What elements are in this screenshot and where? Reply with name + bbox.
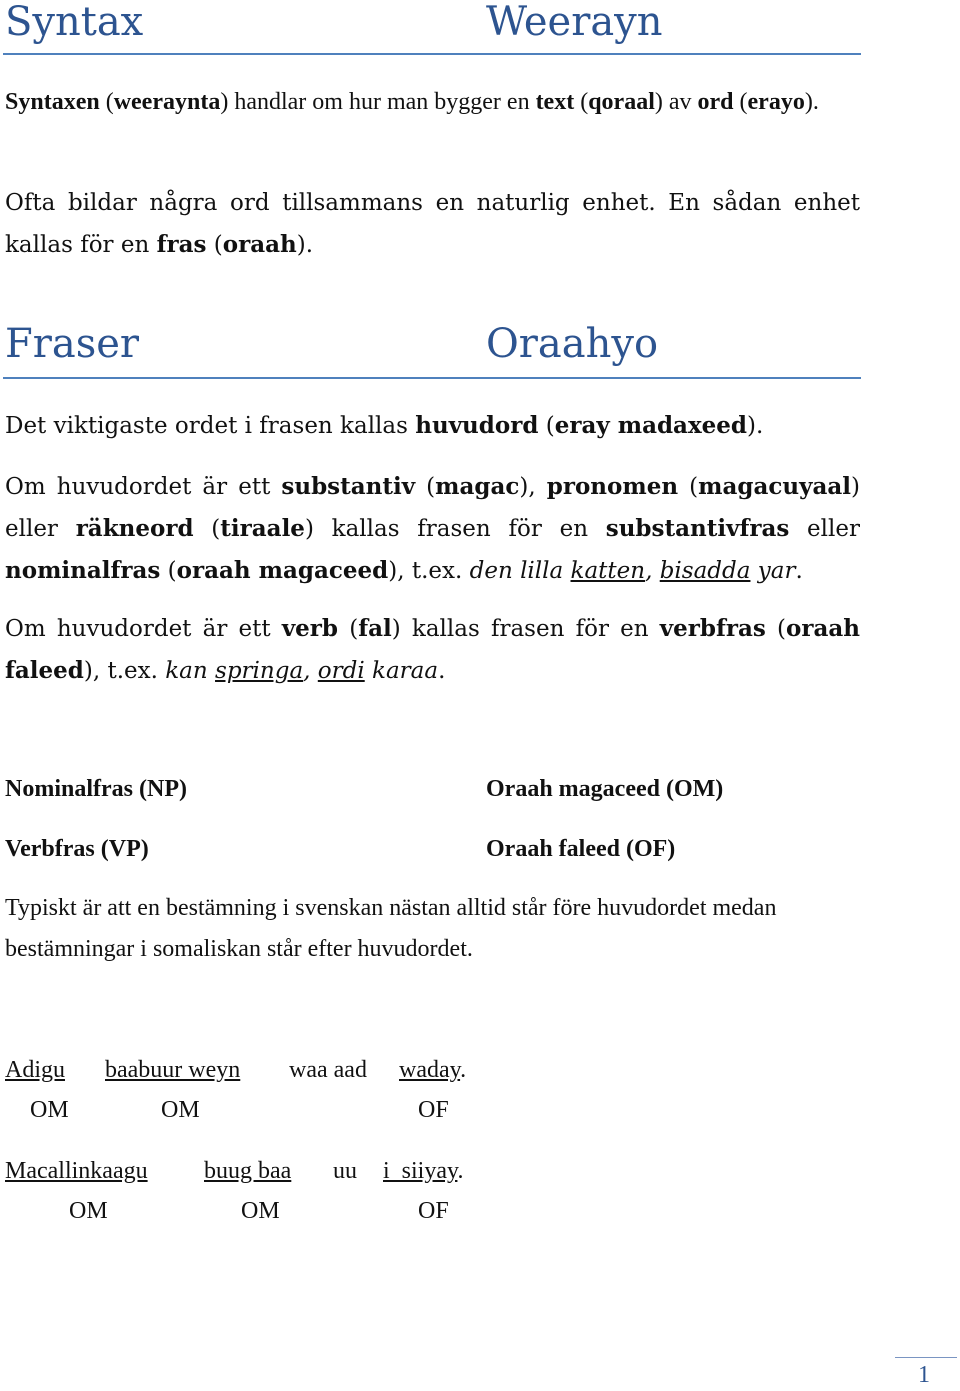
term-np-swedish [5,774,187,804]
text: . [457,1158,464,1184]
example-headword: bisadda [659,558,751,584]
term: räkneord [75,515,194,542]
text: ( [733,89,748,115]
text: ) kallas frasen för en [391,616,660,642]
paragraph-fras-definition [5,183,860,266]
term: pronomen [546,473,679,500]
term: oraah [222,231,297,258]
term: text [535,89,575,115]
term: substantivfras [605,515,790,542]
heading-rule [3,377,861,379]
example-text: den lilla [469,558,571,584]
example-text: kan [165,658,216,684]
text: Ofta bildar några ord tillsammans en naturlig enhet. En sådan enhet kallas för en [5,190,860,258]
text: . [460,1057,467,1083]
example-text: yar [750,558,796,584]
example-text: , [303,658,318,684]
text: ) av [654,89,698,115]
text: ). [804,89,819,115]
example-headword: ordi [317,658,365,684]
paragraph-substantivfras [5,466,860,592]
example1-word [399,1055,466,1085]
term: Oraah faleed (OF) [486,836,676,862]
term: fal [358,615,392,642]
term: ord [697,89,734,115]
text: ( [415,474,436,500]
term: tiraale [220,515,305,542]
example2-tag: OM [241,1198,280,1224]
heading-oraahyo: Oraahyo [486,321,659,367]
term: Syntaxen [5,89,100,115]
text: ( [678,474,699,500]
text: ( [765,616,786,642]
text: ( [160,558,177,584]
text: ) handlar om hur man bygger en [220,89,536,115]
example-text: , [645,558,660,584]
term: magac [435,473,520,500]
example2-tag: OF [418,1198,449,1224]
example1-word: baabuur weyn [105,1057,241,1083]
text: eller [789,516,860,542]
example-headword: katten [570,558,646,584]
page-number-rule [895,1357,957,1358]
example2-word: Macallinkaagu [5,1158,148,1184]
text: ( [574,89,589,115]
term: verb [281,615,339,642]
term: weeraynta [113,89,221,115]
term: substantiv [281,473,416,500]
example1-tag: OM [161,1097,200,1123]
term: eray madaxeed [554,412,748,439]
term: qoraal [588,89,655,115]
text: ), t.ex. [388,558,470,584]
example1-tag: OF [418,1097,449,1123]
example2-word: uu [333,1158,357,1184]
term: nominalfras [5,557,161,584]
text: . [795,558,803,584]
example1-tag: OM [30,1097,69,1123]
text: . [438,658,446,684]
text: Om huvudordet är ett [5,616,282,642]
example1-word: waa aad [289,1057,367,1083]
paragraph-syntax-definition [5,82,860,123]
page-number: 1 [918,1362,930,1388]
text: ) eller [5,474,860,542]
heading-weerayn: Weerayn [486,0,663,45]
example-headword: springa [215,658,304,684]
term: Oraah magaceed (OM) [486,776,724,802]
paragraph-bestamning: Typiskt är att en bestämning i svenskan nästan alltid står före huvudordet medan bestämningar i somaliskan står efter huvudordet. [5,895,777,962]
text: ( [193,516,221,542]
example2-word: buug baa [204,1158,292,1184]
text: ) kallas frasen för en [304,516,606,542]
heading-rule [3,53,861,55]
term-vp-somali [486,834,675,864]
heading-fraser: Fraser [5,321,140,367]
paragraph-verbfras [5,608,860,692]
term: fras [156,231,207,258]
text: ), [519,474,547,500]
text: Om huvudordet är ett [5,474,282,500]
example1-verb: waday [399,1057,461,1083]
text: ( [99,89,114,115]
term: erayo [747,89,805,115]
term-vp-swedish [5,834,149,864]
paragraph-huvudord [5,405,860,447]
term: oraah faleed [5,615,860,684]
term: Verbfras (VP) [5,836,149,862]
text: ). [296,232,314,258]
heading-syntax: Syntax [5,0,144,45]
term: huvudord [415,412,539,439]
text: ). [747,413,764,439]
example2-verb: i siiyay [383,1158,458,1184]
term: Nominalfras (NP) [5,776,187,802]
example2-word [383,1156,463,1186]
example2-tag: OM [69,1198,108,1224]
term: oraah magaceed [176,557,389,584]
example-text: karaa [364,658,439,684]
text: ( [538,413,555,439]
text: ), t.ex. [83,658,166,684]
term-np-somali [486,774,723,804]
term: verbfras [659,615,766,642]
text: ( [206,232,223,258]
example1-word: Adigu [5,1057,65,1083]
text: ( [338,616,359,642]
text: Det viktigaste ordet i frasen kallas [5,413,416,439]
term: magacuyaal [698,473,851,500]
